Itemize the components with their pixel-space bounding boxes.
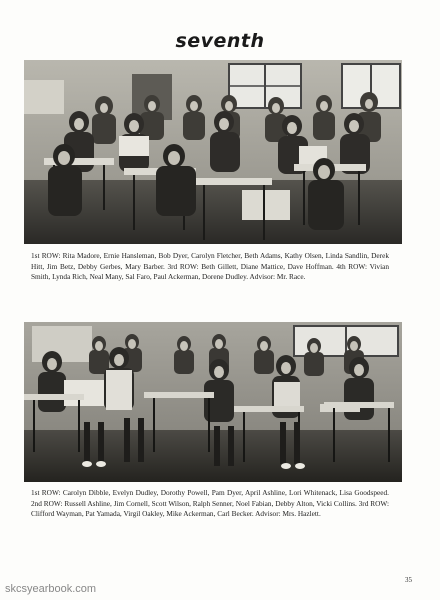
site-watermark: skcsyearbook.com (5, 583, 97, 595)
photo-2-caption: 1st ROW: Carolyn Dibble, Evelyn Dudley, Dorothy Powell, Pam Dyer, April Ashline, Lori Whitenack, Lisa Goodspeed. 2nd ROW: Russell Ashline, Jim Cornell, Scott Wilson, Ralph Senner, Noel Fabian, Debby Alton, Vicki Collins. 3rd ROW: Clifford Wayman, Pat Yamada, Virgil Oakley, Mike Ackerman, Carl Becker. Advisor: Mrs. Hazlett. (31, 488, 389, 519)
page-heading: seventh (175, 30, 265, 52)
page-number: 35 (405, 576, 412, 584)
class-photo-1 (24, 60, 402, 244)
class-photo-2 (24, 322, 402, 482)
class-photo-1-image (24, 60, 402, 244)
class-photo-2-image (24, 322, 402, 482)
photo-1-caption: 1st ROW: Rita Madore, Ernie Hansleman, Bob Dyer, Carolyn Fletcher, Beth Adams, Kathy Olsen, Linda Sandlin, Derek Hitt, Jim Betz, Debby Gerbes, Mary Barber. 3rd ROW: Beth Gillett, Diane Mattice, Dave Hoffman. 4th ROW: Vivian Smith, Lynda Rich, Neal Many, Sal Faro, Paul Ackerman, Dorene Dudley. Advisor: Mr. Race. (31, 251, 389, 282)
